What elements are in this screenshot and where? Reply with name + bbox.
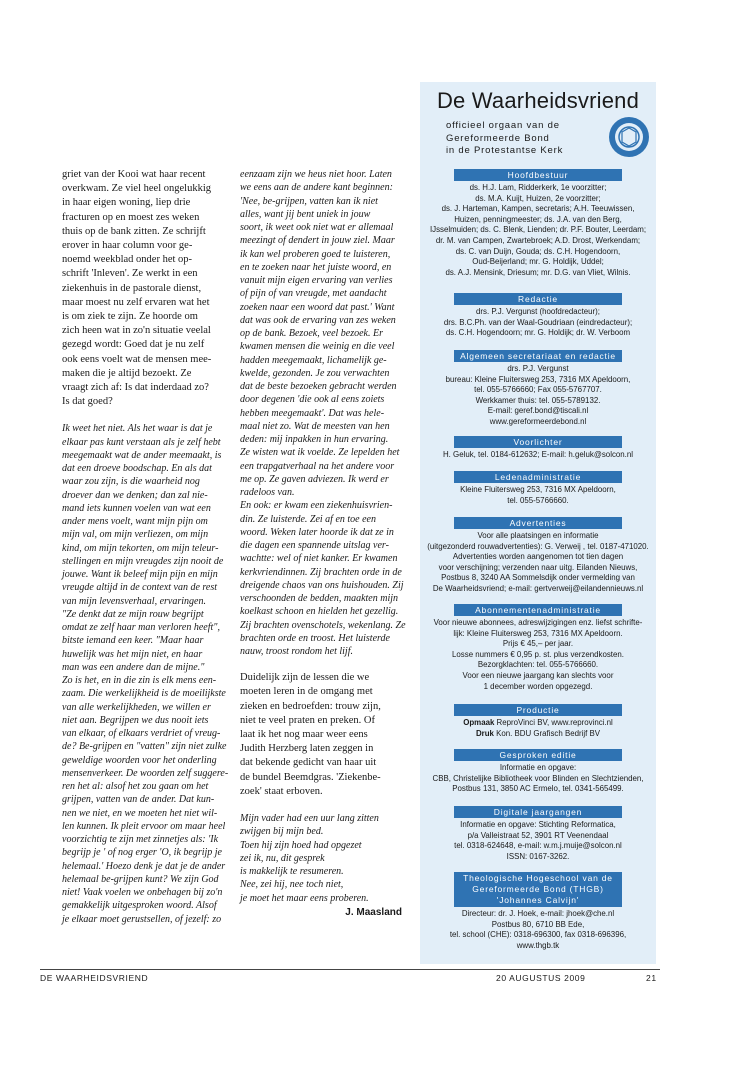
article-quote-part-2: eenzaam zijn we heus niet hoor. Laten we eens aan de andere kant beginnen: 'Nee, be-grijpen, vatten kan ik niet alles, want jij bent uniek in jouw soort, ik weet ook niet wat er allemaal meezingt of dendert in jouw ziel. Maar ik kan wel proberen goed te luisteren, en te zoeken naar het juiste woord, en vanuit mijn eigen ervaring van verlies of pijn of van vreugde, met aandacht zoeken naar een woord dat past.' Want dat was ook de ervaring van zes weken op de bank. Bezoek, veel bezoek. Er kwamen mensen die weinig en die veel hadden meegemaakt, lichamelijk ge- kwelde, gezonden. Je zou verwachten dat de beste bezoeken gebracht werden door degenen 'die ook al eens zoiets hebben meegemaakt'. Dat was hele- maal niet zo. Wat de meesten van hen deden: mij inpakken in hun ervaring. Ze wisten wat ik voelde. Ze lepelden het een trapgatverhaal na het andere voor me op. Ze gaven adviezen. Ik werd er radeloos van. En ook: er kwam een ziekenhuisvrien- din. Ze luisterde. Zei af en toe een woord. Weken later hoorde ik dat ze in die dagen een spannende uitslag ver- wachtte: wel of niet kanker. Er kwamen kerkvriendinnen. Zij brachten orde in de dreigende chaos van ons huishouden. Zij verschoonden de bedden, maakten mijn koelkast schoon en hielden het gezellig. Zij brachten ovenschotels, wekenlang. Ze brachten orde en troost. Het luisterde nauw, troost rondom het lijf.	[240, 169, 406, 657]
poem: Mijn vader had een uur lang zitten zwijgen bij mijn bed. Toen hij zijn hoed had opgezet zei ik, nu, dit gesprek is makkelijk te resumeren. Nee, zei hij, nee toch niet, je moet het maar eens proberen.	[240, 813, 379, 904]
value: ReproVinci BV, www.reprovinci.nl	[494, 718, 613, 727]
section-text: Informatie en opgave: Stichting Reformatica, p/a Valleistraat 52, 3901 RT Veenendaal tel. 0318-624648, e-mail: w.m.j.muije@solcon.nl ISSN: 0167-3262.	[454, 820, 622, 861]
section-gesproken-editie	[420, 749, 656, 795]
section-abonnementen	[420, 604, 656, 692]
article-quote-part-1: Ik weet het niet. Als het waar is dat je elkaar pas kunt verstaan als je zelf hebt meegemaakt wat de ander meemaakt, is dat een droeve boodschap. En als dat waar zou zijn, is die waarheid nog droever dan we denken; dan zal nie- mand iets kunnen voelen van wat een ander mens voelt, want mijn pijn om mijn val, om mijn verliezen, om mijn kind, om mijn tekorten, om mijn teleur- stellingen en mijn vreugdes zijn nooit de jouwe. Want ik beleef mijn pijn en mijn vreugde altijd in de context van de rest van mijn levensverhaal, ervaringen. "Ze denkt dat ze mijn rouw begrijpt omdat ze zelf haar man verloren heeft", bitste iemand een keer. "Maar haar huwelijk was het mijn niet, en haar man was een andere dan de mijne." Zo is het, en in die zin is elk mens een- zaam. Die werkelijkheid is de moeilijkste van alle werkelijkheden, we willen er niet aan. Begrijpen we dus nooit iets van elkaar, of elkaars verdriet of vreug- de? Be-grijpen en "vatten" zijn niet zulke geweldige woorden voor het onderling mensenverkeer. De woorden zelf suggere- ren het al: alsof het zou gaan om het grijpen, vatten van de ander. Dat kun- nen we niet, en we moeten het niet wil- len kunnen. Ik pleit ervoor om maar heel voorzichtig te zijn met zinnetjes als: 'Ik begrijp je ' of nog erger 'O, ik begrijp je helemaal.' Hoezo denk je dat je de ander helemaal be-grijpen kunt? We zijn God niet! Vaak voelen we onbehagen bij zo'n gemakkelijk uitgesproken woord. Alsof je elkaar moet gerustsellen, of jezelf: zo	[62, 423, 229, 925]
section-text: ds. H.J. Lam, Ridderkerk, 1e voorzitter; ds. M.A. Kuijt, Huizen, 2e voorzitter; ds. J. Harteman, Kampen, secretaris; A.H. Teeuwissen, Huizen, penningmeester; ds. J.A. van den Berg, IJsselmuiden; ds. C. Blenk, Lienden; dr. P.F. Bouter, Leerdam; dr. M. van Campen, Zwartebroek; A.D. Drost, Werkendam; ds. C. van Duijn, Gouda; ds. C.H. Hogendoorn, Oud-Beijerland; mr. G. Holdijk, Uddel; ds. A.J. Mensink, Driesum; mr. D.G. van Vliet, Wilnis.	[429, 183, 647, 277]
section-productie	[420, 704, 656, 739]
section-title: Voorlichter	[454, 436, 622, 448]
section-title: Productie	[454, 704, 622, 716]
footer-date: 20 AUGUSTUS 2009	[496, 973, 586, 983]
section-secretariaat	[420, 350, 656, 428]
page-number: 21	[646, 973, 657, 983]
section-title: Algemeen secretariaat en redactie	[454, 350, 622, 362]
article-column-2	[240, 168, 410, 918]
section-title: Advertenties	[454, 517, 622, 529]
section-text: Voor nieuwe abonnees, adreswijzigingen enz. liefst schrifte- lijk: Kleine Fluitersweg 253, 7316 MX Apeldoorn. Prijs € 45,– per jaar. Losse nummers € 0,95 p. st. plus verzendkosten. Bezorgklachten: tel. 055-5766660. Voor een nieuwe jaargang kan slechts voor 1 december worden opgezegd.	[433, 618, 643, 691]
colofon-box	[420, 82, 656, 964]
section-title: Abonnementenadministratie	[454, 604, 622, 616]
section-ledenadministratie	[420, 471, 656, 506]
masthead-title: De Waarheidsvriend	[436, 88, 640, 113]
label: Opmaak	[463, 718, 495, 727]
author-signature: J. Maasland	[345, 906, 402, 918]
article-column-1	[62, 168, 244, 926]
section-voorlichter	[420, 436, 656, 461]
section-thgb	[420, 872, 656, 951]
article-intro: griet van der Kooi wat haar recent overkwam. Ze viel heel ongelukkig in haar eigen woning, liep drie fracturen op en moest zes weken thuis op de bank zitten. Ze schrijft erover in haar column voor ge- noemd weekblad onder het op- schrift 'Inleven'. Ze werkt in een ziekenhuis in de pastorale dienst, maar moest nu zelf ervaren wat het is om ziek te zijn. Ze hoorde om zich heen wat in zo'n situatie veelal gezegd wordt: Goed dat je nu zelf ook eens voelt wat de mensen mee- maken die je altijd bezoekt. Ze vraagt zich af: Is dat inderdaad zo? Is dat goed?	[62, 169, 212, 408]
value: Kon. BDU Grafisch Bedrijf BV	[493, 728, 601, 738]
section-title: Ledenadministratie	[454, 471, 622, 483]
section-text: Informatie en opgave: CBB, Christelijke Bibliotheek voor Blinden en Slechtzienden, Postbus 131, 3850 AC Ermelo, tel. 0341-565499.	[432, 763, 644, 794]
productie-line-druk	[420, 729, 656, 740]
footer-publication: DE WAARHEIDSVRIEND	[40, 973, 149, 983]
section-text: Kleine Fluitersweg 253, 7316 MX Apeldoorn, tel. 055-5766660.	[460, 485, 616, 505]
section-title: Theologische Hogeschool van de Gereformeerde Bond (THGB) 'Johannes Calvijn'	[454, 872, 622, 907]
label: Druk	[475, 728, 494, 738]
section-digitale-jaargangen	[420, 806, 656, 862]
gereformeerde-bond-logo-icon	[608, 116, 650, 158]
section-text: H. Geluk, tel. 0184-612632; E-mail: h.geluk@solcon.nl	[442, 450, 634, 459]
productie-line-opmaak	[420, 718, 656, 729]
section-title: Digitale jaargangen	[454, 806, 622, 818]
section-redactie	[420, 293, 656, 339]
section-title: Redactie	[454, 293, 622, 305]
article-conclusion: Duidelijk zijn de lessen die we moeten leren in de omgang met zieken en bedroefden: trouw zijn, niet te veel praten en preken. Of laat ik het nog maar weer eens Judith Herzberg laten zeggen in dat bekende gedicht van haar uit de bundel Beemdgras. 'Ziekenbe- zoek' staat erboven.	[240, 672, 381, 797]
section-text: Voor alle plaatsingen en informatie (uitgezonderd rouwadvertenties): G. Verweij , tel. 0187-471020. Advertenties worden aangenomen tot tien dagen voor verschijning; verzenden naar uitg. Eilanden Nieuws, Postbus 8, 3240 AA Sommelsdijk onder vermelding van De Waarheidsvriend; e-mail: gertverweij@eilandennieuws.nl	[427, 531, 649, 593]
section-title: Hoofdbestuur	[454, 169, 622, 181]
organ-subtitle: officieel orgaan van de Gereformeerde Bond in de Protestantse Kerk	[446, 120, 564, 157]
section-hoofdbestuur	[420, 169, 656, 278]
section-text: Directeur: dr. J. Hoek, e-mail: jhoek@che.nl Postbus 80, 6710 BB Ede, tel. school (CHE): 0318-696300, fax 0318-696396, www.thgb.tk	[449, 909, 627, 950]
footer-rule	[40, 969, 660, 970]
section-advertenties	[420, 517, 656, 595]
section-text: drs. P.J. Vergunst (hoofdredacteur); drs. B.C.Ph. van der Waal-Goudriaan (eindredacteur); ds. C.H. Hogendoorn; mr. G. Holdijk; dr. W. Verboom	[443, 307, 633, 338]
section-text: drs. P.J. Vergunst bureau: Kleine Fluitersweg 253, 7316 MX Apeldoorn, tel. 055-5766660; Fax 055-5767707. Werkkamer thuis: tel. 055-5789132. E-mail: geref.bond@tiscali.nl www.gereformeerdebond.nl	[445, 364, 631, 426]
section-title: Gesproken editie	[454, 749, 622, 761]
